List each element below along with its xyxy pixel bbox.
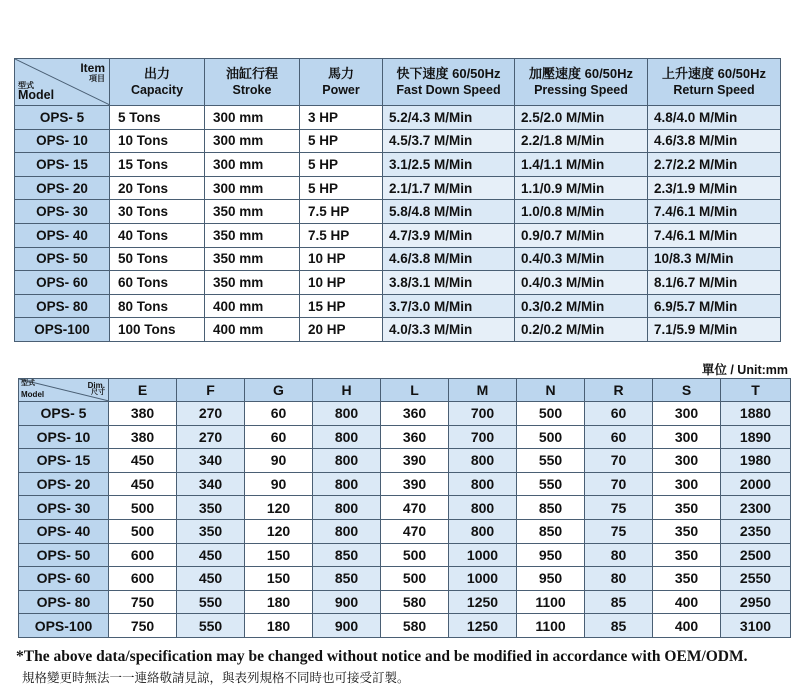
power-cell: 10 HP <box>300 271 383 295</box>
dimension-cell-r: 85 <box>585 614 653 638</box>
capacity-cell: 40 Tons <box>110 223 205 247</box>
corner-dim-cn-label: 尺寸 <box>91 389 105 396</box>
table-row <box>19 519 791 543</box>
dimension-cell-l: 360 <box>381 425 449 449</box>
dimension-cell-l: 500 <box>381 567 449 591</box>
fast-down-cell: 4.0/3.3 M/Min <box>383 318 515 342</box>
pressing-cell: 0.9/0.7 M/Min <box>515 223 648 247</box>
model-cell: OPS- 5 <box>15 106 110 130</box>
header-dim-e: E <box>109 379 177 402</box>
dimension-cell-t: 1880 <box>721 402 791 426</box>
dimension-cell-e: 750 <box>109 590 177 614</box>
model-cell: OPS- 10 <box>15 129 110 153</box>
dimension-cell-e: 450 <box>109 449 177 473</box>
dimension-cell-f: 350 <box>177 519 245 543</box>
dimension-cell-h: 800 <box>313 402 381 426</box>
dimension-cell-f: 550 <box>177 614 245 638</box>
dimension-cell-g: 120 <box>245 519 313 543</box>
table-row <box>19 425 791 449</box>
dimension-cell-f: 350 <box>177 496 245 520</box>
power-cell: 5 HP <box>300 129 383 153</box>
dimension-cell-r: 80 <box>585 543 653 567</box>
stroke-cell: 400 mm <box>205 318 300 342</box>
capacity-cell: 80 Tons <box>110 294 205 318</box>
footnote-english: *The above data/specification may be changed without notice and be modified in accordance with OEM/ODM. <box>16 648 748 665</box>
corner-model-label: Model <box>18 88 55 102</box>
unit-note: 單位 / Unit:mm <box>701 363 788 377</box>
table-row <box>15 176 781 200</box>
corner-model-label: Model <box>21 390 45 399</box>
capacity-cell: 30 Tons <box>110 200 205 224</box>
fast-down-cell: 5.2/4.3 M/Min <box>383 106 515 130</box>
capacity-cell: 20 Tons <box>110 176 205 200</box>
dimension-cell-e: 750 <box>109 614 177 638</box>
dimension-cell-m: 1000 <box>449 567 517 591</box>
header-dim-s: S <box>653 379 721 402</box>
dimension-cell-r: 75 <box>585 496 653 520</box>
dimension-cell-n: 850 <box>517 496 585 520</box>
dimension-cell-e: 500 <box>109 496 177 520</box>
dimension-cell-h: 800 <box>313 519 381 543</box>
stroke-cell: 300 mm <box>205 106 300 130</box>
table-row <box>15 153 781 177</box>
dimension-cell-l: 390 <box>381 472 449 496</box>
spec-header-row <box>15 59 781 106</box>
capacity-cell: 5 Tons <box>110 106 205 130</box>
model-cell: OPS- 10 <box>19 425 109 449</box>
dimension-cell-g: 90 <box>245 472 313 496</box>
power-cell: 20 HP <box>300 318 383 342</box>
pressing-cell: 0.2/0.2 M/Min <box>515 318 648 342</box>
dimension-cell-h: 900 <box>313 614 381 638</box>
model-cell: OPS- 60 <box>15 271 110 295</box>
spec-table <box>14 58 781 342</box>
dimension-cell-t: 2000 <box>721 472 791 496</box>
return-cell: 4.6/3.8 M/Min <box>648 129 781 153</box>
dimension-cell-s: 350 <box>653 567 721 591</box>
dimension-cell-t: 3100 <box>721 614 791 638</box>
pressing-cell: 0.3/0.2 M/Min <box>515 294 648 318</box>
model-cell: OPS- 30 <box>19 496 109 520</box>
spec-corner-header <box>15 59 110 106</box>
power-cell: 5 HP <box>300 176 383 200</box>
power-cell: 5 HP <box>300 153 383 177</box>
dimension-cell-s: 300 <box>653 449 721 473</box>
dimension-cell-t: 2500 <box>721 543 791 567</box>
table-row <box>15 106 781 130</box>
dimension-cell-g: 60 <box>245 425 313 449</box>
table-row <box>19 496 791 520</box>
dimension-cell-e: 600 <box>109 567 177 591</box>
dimension-cell-r: 70 <box>585 449 653 473</box>
dimension-cell-s: 300 <box>653 472 721 496</box>
dimension-cell-g: 60 <box>245 402 313 426</box>
power-cell: 7.5 HP <box>300 223 383 247</box>
model-cell: OPS-100 <box>19 614 109 638</box>
dimension-cell-e: 380 <box>109 425 177 449</box>
table-row <box>19 567 791 591</box>
dimension-cell-t: 2350 <box>721 519 791 543</box>
dimension-cell-n: 500 <box>517 402 585 426</box>
dimension-cell-t: 2550 <box>721 567 791 591</box>
header-return-speed: 上升速度 60/50Hz Return Speed <box>648 59 781 106</box>
header-capacity: 出力 Capacity <box>110 59 205 106</box>
dimension-cell-s: 400 <box>653 590 721 614</box>
model-cell: OPS- 30 <box>15 200 110 224</box>
fast-down-cell: 3.8/3.1 M/Min <box>383 271 515 295</box>
fast-down-cell: 3.1/2.5 M/Min <box>383 153 515 177</box>
dimension-cell-g: 150 <box>245 543 313 567</box>
stroke-cell: 300 mm <box>205 153 300 177</box>
table-row <box>19 590 791 614</box>
dimension-cell-m: 1250 <box>449 590 517 614</box>
return-cell: 2.3/1.9 M/Min <box>648 176 781 200</box>
dimension-cell-m: 1000 <box>449 543 517 567</box>
dimension-cell-r: 60 <box>585 425 653 449</box>
dimension-cell-f: 550 <box>177 590 245 614</box>
dimension-cell-r: 60 <box>585 402 653 426</box>
model-cell: OPS- 60 <box>19 567 109 591</box>
dimension-cell-h: 800 <box>313 449 381 473</box>
dimension-cell-t: 1980 <box>721 449 791 473</box>
dimension-cell-h: 850 <box>313 543 381 567</box>
pressing-cell: 1.1/0.9 M/Min <box>515 176 648 200</box>
header-fast-down-speed: 快下速度 60/50Hz Fast Down Speed <box>383 59 515 106</box>
header-dim-r: R <box>585 379 653 402</box>
stroke-cell: 350 mm <box>205 271 300 295</box>
dimension-cell-f: 270 <box>177 402 245 426</box>
return-cell: 10/8.3 M/Min <box>648 247 781 271</box>
model-cell: OPS- 50 <box>15 247 110 271</box>
return-cell: 4.8/4.0 M/Min <box>648 106 781 130</box>
dimension-cell-m: 1250 <box>449 614 517 638</box>
power-cell: 15 HP <box>300 294 383 318</box>
stroke-cell: 350 mm <box>205 247 300 271</box>
model-cell: OPS- 80 <box>19 590 109 614</box>
return-cell: 6.9/5.7 M/Min <box>648 294 781 318</box>
dimension-cell-r: 85 <box>585 590 653 614</box>
dimension-cell-n: 950 <box>517 567 585 591</box>
dimension-cell-n: 850 <box>517 519 585 543</box>
dimension-cell-g: 150 <box>245 567 313 591</box>
capacity-cell: 60 Tons <box>110 271 205 295</box>
return-cell: 7.1/5.9 M/Min <box>648 318 781 342</box>
dimension-cell-l: 580 <box>381 614 449 638</box>
dimension-cell-t: 2950 <box>721 590 791 614</box>
pressing-cell: 0.4/0.3 M/Min <box>515 247 648 271</box>
capacity-cell: 100 Tons <box>110 318 205 342</box>
dimension-cell-g: 180 <box>245 614 313 638</box>
dimension-cell-h: 850 <box>313 567 381 591</box>
dimension-cell-r: 75 <box>585 519 653 543</box>
stroke-cell: 300 mm <box>205 176 300 200</box>
pressing-cell: 1.0/0.8 M/Min <box>515 200 648 224</box>
table-row <box>15 271 781 295</box>
dim-corner-header <box>19 379 109 402</box>
pressing-cell: 2.5/2.0 M/Min <box>515 106 648 130</box>
dimension-cell-n: 550 <box>517 472 585 496</box>
dimension-cell-m: 700 <box>449 402 517 426</box>
stroke-cell: 400 mm <box>205 294 300 318</box>
header-dim-g: G <box>245 379 313 402</box>
table-row <box>15 129 781 153</box>
dimension-cell-e: 600 <box>109 543 177 567</box>
dimension-cell-f: 270 <box>177 425 245 449</box>
capacity-cell: 50 Tons <box>110 247 205 271</box>
table-row <box>19 614 791 638</box>
dimension-cell-t: 2300 <box>721 496 791 520</box>
dimension-cell-f: 450 <box>177 567 245 591</box>
fast-down-cell: 4.5/3.7 M/Min <box>383 129 515 153</box>
model-cell: OPS- 15 <box>19 449 109 473</box>
dimension-cell-g: 120 <box>245 496 313 520</box>
dimension-cell-h: 900 <box>313 590 381 614</box>
model-cell: OPS- 40 <box>19 519 109 543</box>
dimension-cell-h: 800 <box>313 425 381 449</box>
dimension-cell-l: 470 <box>381 519 449 543</box>
dimension-cell-l: 500 <box>381 543 449 567</box>
footnote-chinese: 規格變更時無法一一連絡敬請見諒，與表列規格不同時也可接受訂製。 <box>22 671 410 685</box>
model-cell: OPS- 40 <box>15 223 110 247</box>
capacity-cell: 10 Tons <box>110 129 205 153</box>
model-cell: OPS- 80 <box>15 294 110 318</box>
dimension-cell-m: 800 <box>449 519 517 543</box>
pressing-cell: 1.4/1.1 M/Min <box>515 153 648 177</box>
dimension-cell-m: 700 <box>449 425 517 449</box>
table-row <box>19 402 791 426</box>
dimension-cell-s: 300 <box>653 425 721 449</box>
dimension-cell-s: 350 <box>653 496 721 520</box>
corner-item-label: Item <box>80 61 105 75</box>
dimension-cell-m: 800 <box>449 449 517 473</box>
dimension-cell-l: 360 <box>381 402 449 426</box>
dimension-cell-g: 180 <box>245 590 313 614</box>
header-dim-f: F <box>177 379 245 402</box>
table-row <box>19 449 791 473</box>
header-dim-t: T <box>721 379 791 402</box>
corner-model-cn-label: 型式 <box>21 380 35 387</box>
stroke-cell: 350 mm <box>205 223 300 247</box>
corner-item-cn-label: 項目 <box>89 74 105 83</box>
dimension-cell-r: 70 <box>585 472 653 496</box>
dimension-cell-n: 500 <box>517 425 585 449</box>
dimension-cell-n: 1100 <box>517 590 585 614</box>
dimension-cell-n: 950 <box>517 543 585 567</box>
table-row <box>15 247 781 271</box>
dimension-cell-e: 450 <box>109 472 177 496</box>
table-row <box>19 543 791 567</box>
table-row <box>19 472 791 496</box>
table-row <box>15 318 781 342</box>
dimension-cell-n: 1100 <box>517 614 585 638</box>
dimension-cell-l: 390 <box>381 449 449 473</box>
pressing-cell: 0.4/0.3 M/Min <box>515 271 648 295</box>
power-cell: 10 HP <box>300 247 383 271</box>
dimension-cell-m: 800 <box>449 496 517 520</box>
model-cell: OPS- 50 <box>19 543 109 567</box>
dimension-cell-s: 300 <box>653 402 721 426</box>
model-cell: OPS- 20 <box>15 176 110 200</box>
fast-down-cell: 4.7/3.9 M/Min <box>383 223 515 247</box>
dimension-cell-s: 350 <box>653 543 721 567</box>
dimension-cell-e: 380 <box>109 402 177 426</box>
power-cell: 7.5 HP <box>300 200 383 224</box>
power-cell: 3 HP <box>300 106 383 130</box>
dimension-cell-h: 800 <box>313 496 381 520</box>
header-dim-h: H <box>313 379 381 402</box>
pressing-cell: 2.2/1.8 M/Min <box>515 129 648 153</box>
corner-model-cn-label: 型式 <box>18 81 34 90</box>
table-row <box>15 294 781 318</box>
dimension-cell-h: 800 <box>313 472 381 496</box>
dimension-cell-f: 340 <box>177 449 245 473</box>
dimension-cell-n: 550 <box>517 449 585 473</box>
fast-down-cell: 3.7/3.0 M/Min <box>383 294 515 318</box>
model-cell: OPS- 20 <box>19 472 109 496</box>
return-cell: 7.4/6.1 M/Min <box>648 223 781 247</box>
dimension-cell-s: 350 <box>653 519 721 543</box>
dimension-cell-t: 1890 <box>721 425 791 449</box>
model-cell: OPS- 15 <box>15 153 110 177</box>
dimension-cell-g: 90 <box>245 449 313 473</box>
fast-down-cell: 5.8/4.8 M/Min <box>383 200 515 224</box>
dimension-cell-m: 800 <box>449 472 517 496</box>
stroke-cell: 300 mm <box>205 129 300 153</box>
header-pressing-speed: 加壓速度 60/50Hz Pressing Speed <box>515 59 648 106</box>
fast-down-cell: 4.6/3.8 M/Min <box>383 247 515 271</box>
dimension-cell-f: 340 <box>177 472 245 496</box>
header-dim-l: L <box>381 379 449 402</box>
return-cell: 7.4/6.1 M/Min <box>648 200 781 224</box>
model-cell: OPS-100 <box>15 318 110 342</box>
dimension-cell-l: 580 <box>381 590 449 614</box>
dimension-cell-s: 400 <box>653 614 721 638</box>
fast-down-cell: 2.1/1.7 M/Min <box>383 176 515 200</box>
model-cell: OPS- 5 <box>19 402 109 426</box>
table-row <box>15 223 781 247</box>
stroke-cell: 350 mm <box>205 200 300 224</box>
header-power: 馬力 Power <box>300 59 383 106</box>
return-cell: 8.1/6.7 M/Min <box>648 271 781 295</box>
capacity-cell: 15 Tons <box>110 153 205 177</box>
header-stroke: 油缸行程 Stroke <box>205 59 300 106</box>
dimension-header-row <box>19 379 791 402</box>
dimension-cell-r: 80 <box>585 567 653 591</box>
dimension-table <box>18 378 791 638</box>
corner-dim-label: Dim. <box>87 381 105 390</box>
table-row <box>15 200 781 224</box>
header-dim-m: M <box>449 379 517 402</box>
dimension-table-body <box>19 402 791 638</box>
dimension-cell-e: 500 <box>109 519 177 543</box>
dimension-cell-f: 450 <box>177 543 245 567</box>
return-cell: 2.7/2.2 M/Min <box>648 153 781 177</box>
header-dim-n: N <box>517 379 585 402</box>
dimension-cell-l: 470 <box>381 496 449 520</box>
